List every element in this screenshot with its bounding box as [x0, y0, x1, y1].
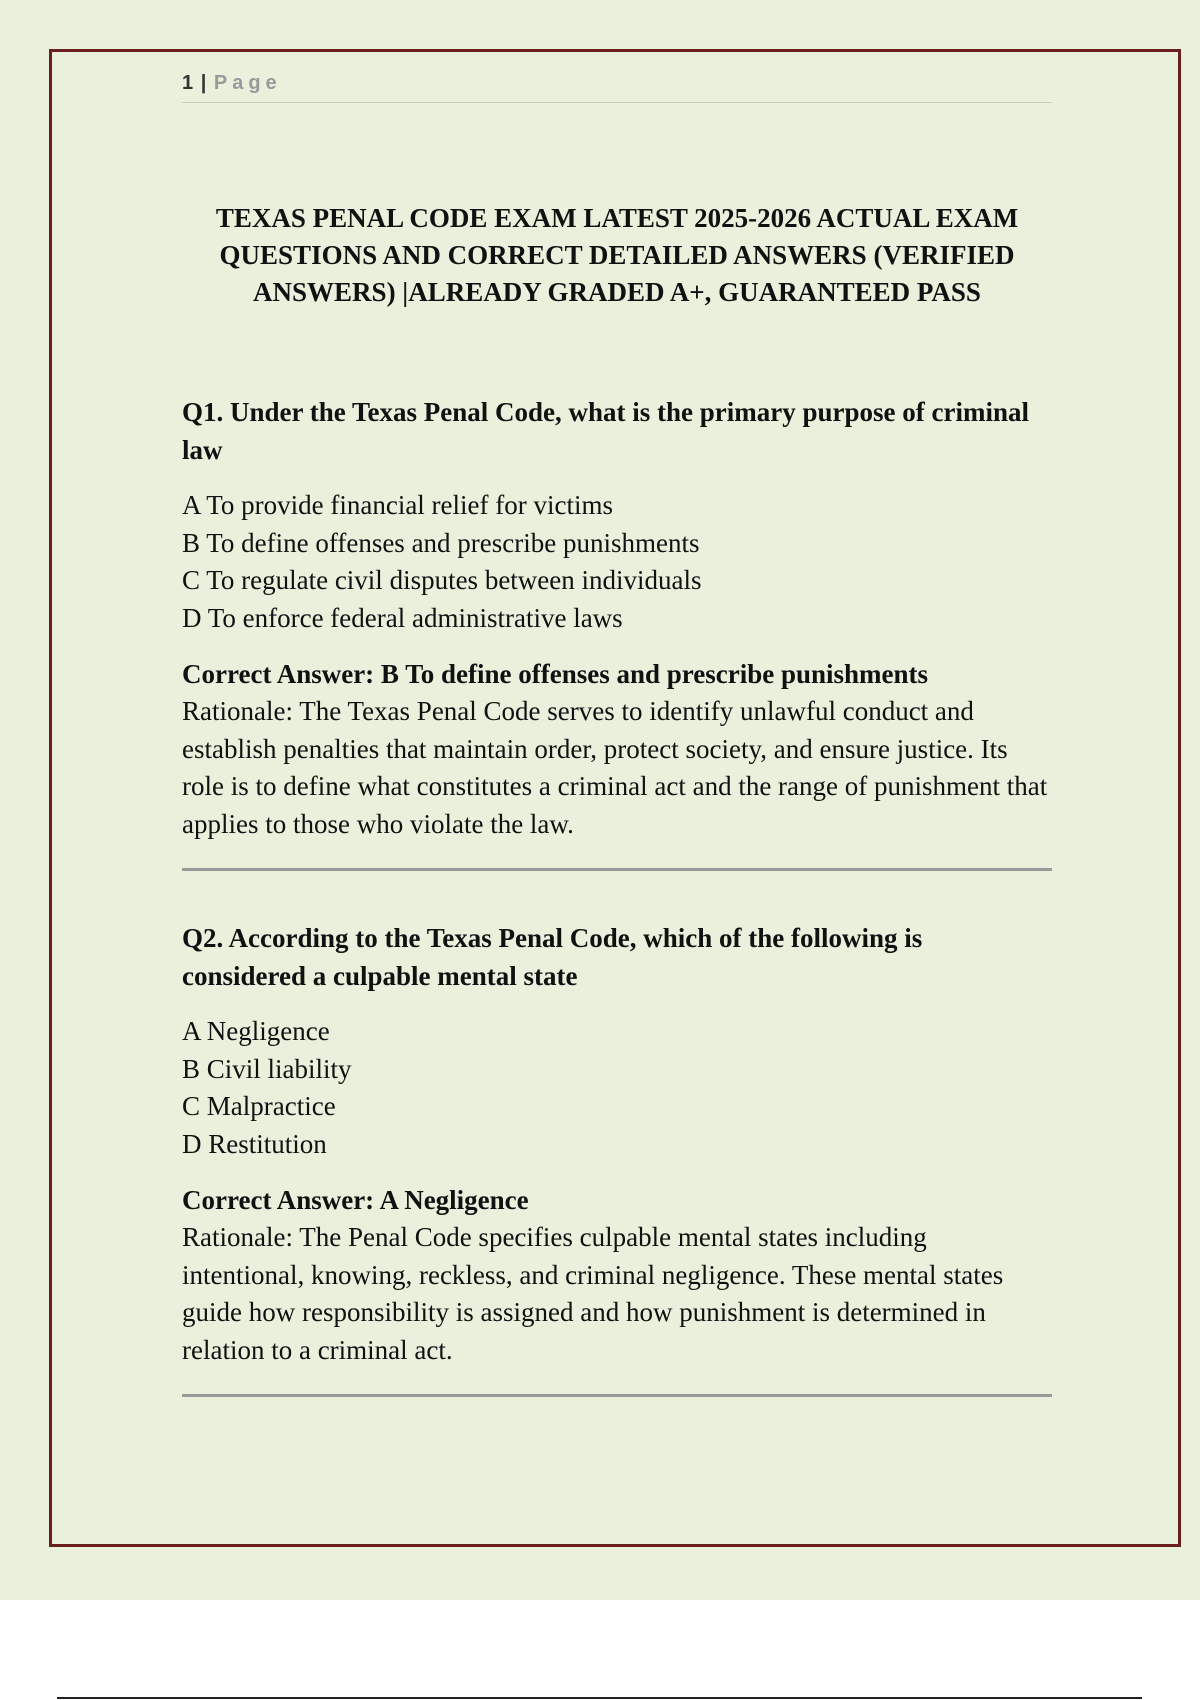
- option-a: A To provide financial relief for victims: [182, 490, 613, 520]
- question-text: Q1. Under the Texas Penal Code, what is the primary purpose of criminal law: [182, 397, 1030, 465]
- page-number: 1: [182, 72, 195, 94]
- correct-answer: Correct Answer: A Negligence: [182, 1185, 529, 1215]
- page-label: Page: [213, 72, 282, 94]
- option-a: A Negligence: [182, 1016, 330, 1046]
- question-text: Q2. According to the Texas Penal Code, which of the following is considered a culpable mental state: [182, 923, 923, 991]
- section-divider: [182, 1394, 1052, 1397]
- option-b: B To define offenses and prescribe punishments: [182, 527, 700, 558]
- question-block-1: [182, 393, 1052, 871]
- rationale: Rationale: The Penal Code specifies culpable mental states including intentional, knowing, reckless, and criminal negligence. These mental states guide how responsibility is assigned and how punishment is determined in relation to a criminal act.: [182, 1222, 1004, 1365]
- option-c: C To regulate civil disputes between individuals: [182, 565, 702, 595]
- page-header: [182, 72, 1052, 103]
- document-content: [182, 72, 1052, 1397]
- options-list: [182, 1013, 1052, 1163]
- options-list: [182, 487, 1052, 637]
- footer-rule: [57, 1697, 1142, 1699]
- option-d: D Restitution: [182, 1128, 327, 1159]
- option-c: C Malpractice: [182, 1091, 336, 1121]
- page-separator: |: [200, 72, 208, 94]
- document-title: TEXAS PENAL CODE EXAM LATEST 2025-2026 ACTUAL EXAM QUESTIONS AND CORRECT DETAILED ANSWERS (VERIFIED ANSWERS) |ALREADY GRADED A+, GUARANTEED PASS: [215, 203, 1019, 307]
- option-b: B Civil liability: [182, 1053, 352, 1084]
- correct-answer: Correct Answer: B To define offenses and prescribe punishments: [182, 659, 929, 689]
- question-block-2: [182, 919, 1052, 1397]
- section-divider: [182, 868, 1052, 871]
- option-d: D To enforce federal administrative laws: [182, 602, 623, 633]
- rationale: Rationale: The Texas Penal Code serves to identify unlawful conduct and establish penalties that maintain order, protect society, and ensure justice. Its role is to define what constitutes a criminal act and the range of punishment that applies to those who violate the law.: [182, 696, 1048, 839]
